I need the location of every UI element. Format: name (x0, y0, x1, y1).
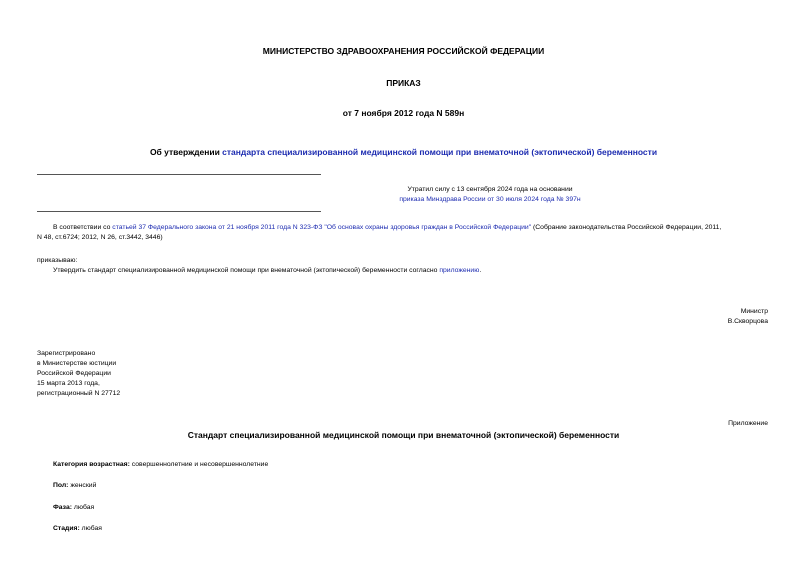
law-link[interactable]: статьей 37 Федерального закона от 21 ноября 2011 года N 323-ФЗ "Об основах охраны здоровья граждан в Российской Федерации" (112, 224, 532, 231)
paragraph-basis-prefix: В соответствии со (53, 224, 113, 231)
field-stage (53, 524, 102, 534)
signature-position: Министр (740, 308, 768, 315)
appendix-link[interactable]: приложению (439, 267, 480, 274)
paragraph-approve-text: Утвердить стандарт специализированной медицинской помощи при внематочной (эктопической) беременности согласно (53, 267, 440, 274)
registration-block (37, 349, 120, 399)
expiry-order-link[interactable]: приказа Минздрава России от 30 июля 2024 года № 397н (399, 196, 581, 203)
paragraph-basis-line2: N 48, ст.6724; 2012, N 26, ст.3442, 3446) (37, 234, 163, 241)
field-sex (53, 481, 96, 491)
signature-block (728, 307, 768, 327)
field-value: любая (72, 504, 95, 511)
doc-title-prefix: Об утверждении (149, 147, 223, 157)
field-value: совершеннолетние и несовершеннолетние (129, 461, 269, 468)
field-label: Пол: (53, 482, 69, 489)
field-label: Категория возрастная: (53, 461, 130, 468)
standard-link[interactable]: стандарта специализированной медицинской помощи при внематочной (эктопической) беременности (222, 147, 658, 157)
doc-date-number: от 7 ноября 2012 года N 589н (342, 108, 465, 118)
paragraph-basis (37, 223, 772, 243)
bottom-divider (37, 211, 321, 212)
field-age-category (53, 460, 268, 470)
field-phase (53, 503, 94, 513)
field-label: Стадия: (53, 525, 80, 532)
doc-type-heading: ПРИКАЗ (386, 78, 421, 88)
order-word: приказываю: (37, 257, 78, 264)
signature-name: В.Скворцова (727, 318, 768, 325)
expiry-notice (230, 185, 750, 205)
paragraph-approve (53, 266, 481, 276)
doc-title (0, 147, 807, 157)
paragraph-approve-suffix: . (479, 267, 482, 274)
registration-line: в Министерстве юстиции (37, 360, 117, 367)
registration-line: Зарегистрировано (37, 350, 96, 357)
expiry-line: Утратил силу с 13 сентября 2024 года на основании (407, 186, 573, 193)
field-value: женский (68, 482, 97, 489)
appendix-title: Стандарт специализированной медицинской помощи при внематочной (эктопической) беременности (187, 430, 620, 440)
ministry-heading: МИНИСТЕРСТВО ЗДРАВООХРАНЕНИЯ РОССИЙСКОЙ ФЕДЕРАЦИИ (262, 46, 545, 56)
registration-line: 15 марта 2013 года, (37, 380, 100, 387)
registration-line: регистрационный N 27712 (37, 390, 121, 397)
registration-line: Российской Федерации (37, 370, 111, 377)
field-label: Фаза: (53, 504, 72, 511)
appendix-label: Приложение (728, 420, 768, 427)
top-divider (37, 174, 321, 175)
field-value: любая (79, 525, 102, 532)
paragraph-basis-suffix: (Собрание законодательства Российской Федерации, 2011, (531, 224, 722, 231)
